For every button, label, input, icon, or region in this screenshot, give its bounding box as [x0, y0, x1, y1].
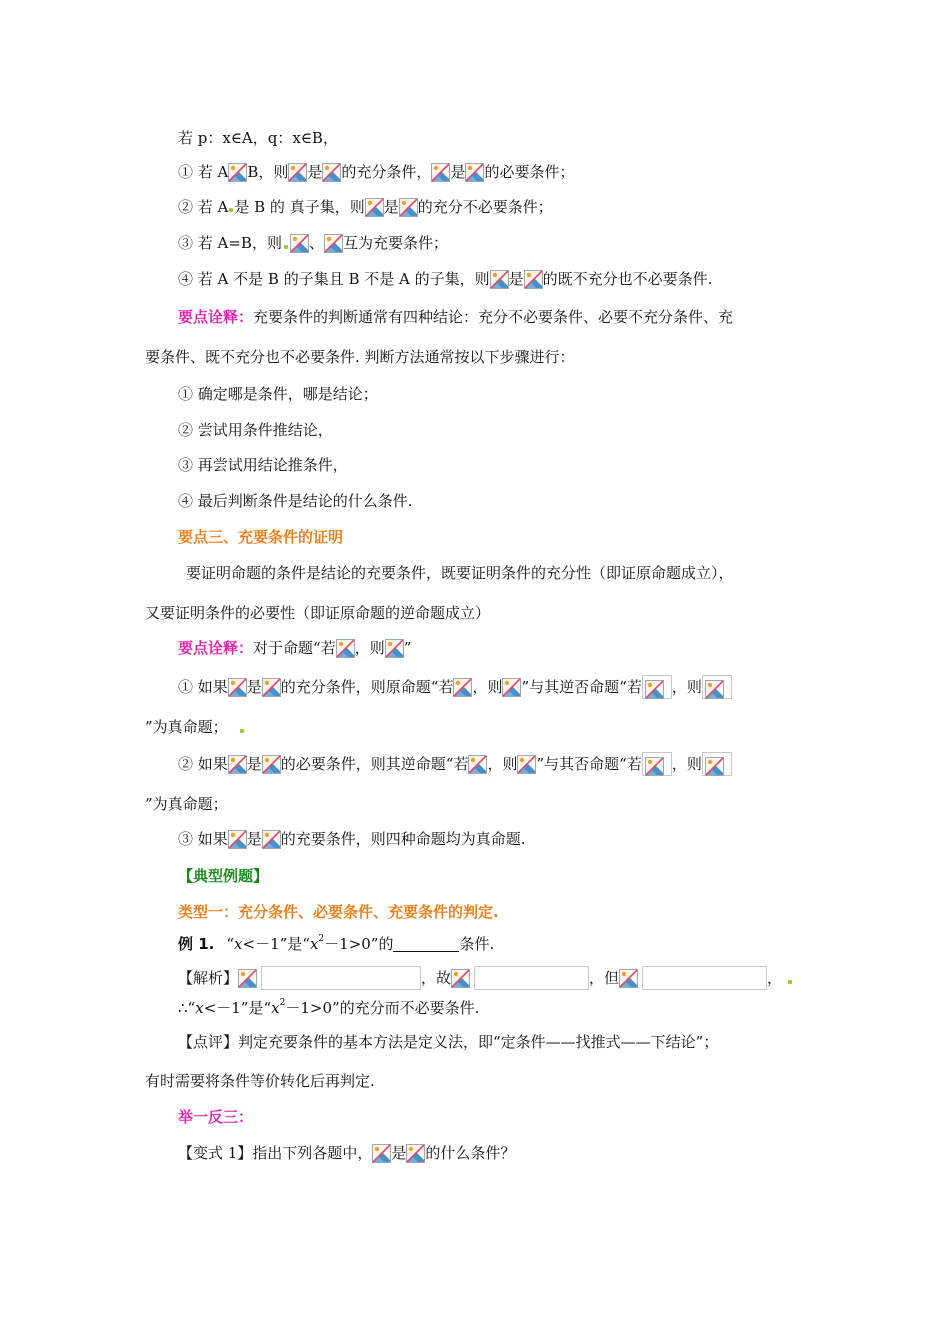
text: 又要证明条件的必要性（即证原命题的逆命题成立）: [145, 604, 491, 622]
text: ，则: [487, 755, 518, 773]
text: 的什么条件？: [425, 1144, 516, 1162]
text-line: [178, 455, 348, 475]
text-line: [186, 563, 734, 583]
math-var: x: [271, 999, 280, 1017]
broken-image-icon: [645, 680, 664, 699]
text: 的既不充分也不必要条件.: [542, 270, 713, 288]
image-frame: [642, 966, 767, 990]
broken-image-icon: [517, 755, 536, 774]
math-var: x: [234, 935, 243, 953]
text-line: [178, 752, 732, 776]
text: ④ 最后判断条件是结论的什么条件.: [178, 492, 413, 510]
text: 【解析】: [178, 969, 239, 987]
marker-dot: [229, 208, 233, 212]
text: 充要条件的判断通常有四种结论：充分不必要条件、必要不充分条件、充: [253, 308, 734, 326]
text: 的充分条件，: [341, 163, 432, 181]
text: 的必要条件；: [484, 163, 575, 181]
text-line: [178, 233, 448, 253]
text: ① 如果: [178, 678, 228, 696]
broken-image-icon: [490, 270, 509, 289]
broken-image-icon: [228, 830, 247, 849]
text: ③ 若 A=B，则: [178, 234, 282, 252]
image-frame: [642, 752, 672, 776]
text: 是: [450, 163, 466, 181]
text: 是: [508, 270, 524, 288]
text: 的充分条件，则原命题“若: [280, 678, 454, 696]
broken-image-icon: [645, 757, 664, 776]
text: B，则: [247, 163, 289, 181]
broken-image-icon: [431, 163, 450, 182]
text-line: [178, 420, 333, 440]
text: ”与其否命题“若: [536, 755, 642, 773]
text-line: [145, 603, 490, 623]
broken-image-icon: [228, 755, 247, 774]
image-frame: [642, 675, 672, 699]
text-line: [178, 638, 411, 658]
heading-text: 类型一：充分条件、必要条件、充要条件的判定.: [178, 903, 499, 921]
text: ∴“: [178, 999, 196, 1017]
text: －1>0”的: [324, 935, 394, 953]
answer-blank[interactable]: [393, 937, 459, 952]
text: 【变式 1】指出下列各题中，: [178, 1144, 373, 1162]
broken-image-icon: [228, 163, 247, 182]
broken-image-icon: [468, 755, 487, 774]
broken-image-icon: [262, 678, 281, 697]
section-heading: [178, 866, 268, 886]
text: 若 p：x∈A，q：x∈B，: [178, 129, 338, 147]
text-line: [178, 491, 413, 511]
text: 是: [307, 163, 323, 181]
text-line: ∴“ x <－1”是“ x $^2$ －1>0”的充分而不必要条件.: [178, 998, 480, 1017]
section-heading: [178, 1107, 253, 1127]
text: ② 若 A: [178, 198, 229, 216]
text-line: [145, 1071, 375, 1091]
key-point-label: 要点诠释：: [178, 639, 254, 657]
text: 的充要条件，则四种命题均为真命题.: [280, 830, 526, 848]
broken-image-icon: [451, 969, 470, 988]
text-line: [145, 347, 575, 367]
text: 是: [383, 198, 399, 216]
text: ，故: [421, 969, 452, 987]
text: ④ 若 A 不是 B 的子集且 B 不是 A 的子集，则: [178, 270, 490, 288]
text: 要条件、既不充分也不必要条件. 判断方法通常按以下步骤进行：: [145, 348, 575, 366]
broken-image-icon: [228, 678, 247, 697]
broken-image-icon: [705, 757, 724, 776]
text: ”为真命题；: [145, 795, 228, 813]
text: ② 尝试用条件推结论，: [178, 421, 333, 439]
section-heading: [178, 527, 343, 547]
broken-image-icon: [465, 163, 484, 182]
math-var: x: [195, 999, 204, 1017]
broken-image-icon: [290, 234, 309, 253]
text: 互为充要条件；: [342, 234, 448, 252]
broken-image-icon: [262, 755, 281, 774]
text: 要证明命题的条件是结论的充要条件，既要证明条件的充分性（即证原命题成立），: [186, 564, 734, 582]
text-line: [178, 269, 712, 289]
text: 的必要条件，则其逆命题“若: [280, 755, 469, 773]
text: ③ 如果: [178, 830, 228, 848]
text-line: [178, 307, 733, 327]
broken-image-icon: [524, 270, 543, 289]
example-label: 例 1.: [178, 935, 215, 953]
image-frame: [702, 752, 732, 776]
text: 是: [246, 755, 262, 773]
text: 是 B 的 真子集，则: [234, 198, 365, 216]
broken-image-icon: [385, 639, 404, 658]
text: <－1”是“: [203, 999, 272, 1017]
text-line: [178, 675, 732, 699]
broken-image-icon: [399, 198, 418, 217]
text: ③ 再尝试用结论推条件，: [178, 456, 348, 474]
text: <－1”是“: [242, 935, 310, 953]
broken-image-icon: [453, 678, 472, 697]
broken-image-icon: [365, 198, 384, 217]
heading-text: 举一反三：: [178, 1108, 254, 1126]
text: ② 如果: [178, 755, 228, 773]
broken-image-icon: [372, 1144, 391, 1163]
image-frame: [474, 966, 589, 990]
text: 对于命题“若: [253, 639, 336, 657]
text: 有时需要将条件等价转化后再判定.: [145, 1072, 375, 1090]
text-line: [145, 717, 244, 737]
text: 的充分不必要条件；: [417, 198, 553, 216]
text: ，则: [354, 639, 385, 657]
text-line: [178, 1143, 515, 1163]
text: ，则: [671, 755, 702, 773]
broken-image-icon: [238, 969, 257, 988]
text: 是: [391, 1144, 407, 1162]
text: ”: [403, 639, 412, 657]
text: 是: [246, 678, 262, 696]
text: 是: [246, 830, 262, 848]
broken-image-icon: [324, 234, 343, 253]
broken-image-icon: [336, 639, 355, 658]
text-line: [178, 829, 526, 849]
text: ”与其逆否命题“若: [521, 678, 642, 696]
image-frame: [702, 675, 732, 699]
example-line: 例 1. “ x <－1”是“ x $^2$ －1>0”的 条件.: [178, 934, 495, 953]
text-line: [178, 162, 574, 182]
text: ，: [767, 969, 783, 987]
key-point-label: 要点诠释：: [178, 308, 254, 326]
broken-image-icon: [262, 830, 281, 849]
text: 【点评】判定充要条件的基本方法是定义法，即“定条件——找推式——下结论”；: [178, 1033, 719, 1051]
broken-image-icon: [619, 969, 638, 988]
heading-text: 要点三、充要条件的证明: [178, 528, 344, 546]
marker-dot: [240, 729, 244, 733]
broken-image-icon: [322, 163, 341, 182]
text-line: [145, 794, 228, 814]
text: ① 若 A: [178, 163, 229, 181]
heading-text: 【典型例题】: [178, 867, 269, 885]
text: ”为真命题；: [145, 718, 228, 736]
text-line: [178, 128, 338, 148]
broken-image-icon: [406, 1144, 425, 1163]
text: ，但: [589, 969, 620, 987]
text: －1>0”的充分而不必要条件.: [285, 999, 480, 1017]
text: 条件.: [459, 935, 495, 953]
text-line: [178, 1032, 718, 1052]
text-line: [178, 197, 553, 217]
marker-dot: [284, 245, 288, 249]
text: ，则: [472, 678, 503, 696]
text: 、: [308, 234, 324, 252]
broken-image-icon: [502, 678, 521, 697]
section-heading: [178, 902, 499, 922]
broken-image-icon: [288, 163, 307, 182]
image-frame: [261, 966, 421, 990]
broken-image-icon: [705, 680, 724, 699]
math-var: x: [309, 935, 319, 953]
text: “: [226, 935, 235, 953]
marker-dot: [788, 980, 792, 984]
text-line: [178, 966, 792, 990]
text: ，则: [671, 678, 702, 696]
text: ① 确定哪是条件，哪是结论；: [178, 385, 378, 403]
text-line: [178, 384, 378, 404]
